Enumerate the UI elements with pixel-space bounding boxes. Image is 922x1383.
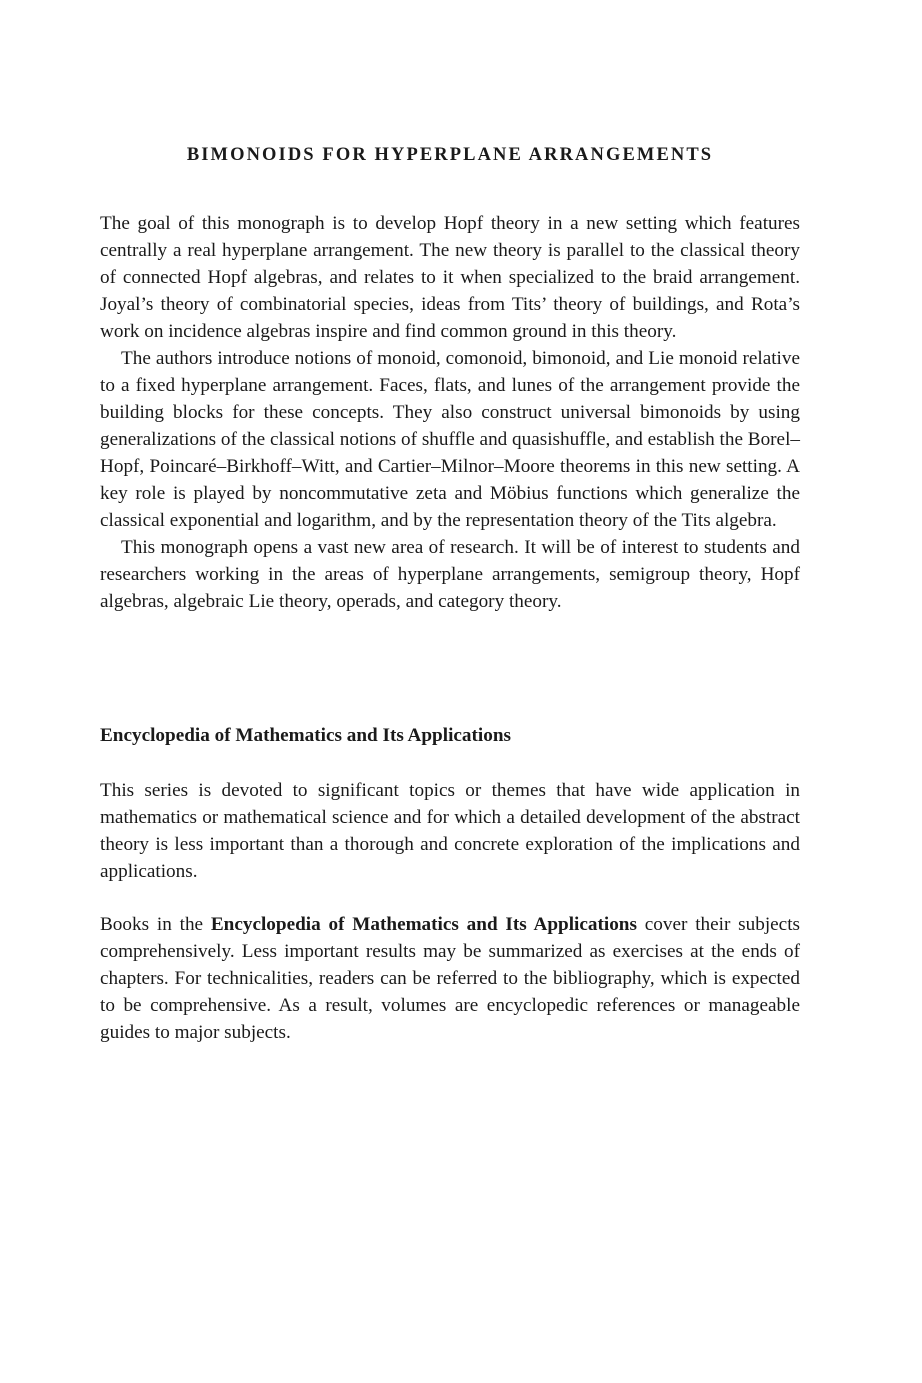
series-description xyxy=(100,777,800,885)
series-description-text: This series is devoted to significant topics or themes that have wide application in mathematics or mathematical science and for which a detailed development of the abstract theory is less important than a thorough and concrete exploration of the implications and applications. xyxy=(100,780,800,882)
series-books-prefix: Books in the xyxy=(100,914,211,935)
series-books xyxy=(100,911,800,1046)
series-books-suffix: cover their subjects comprehensively. Less important results may be summarized as exercises at the ends of chapters. For technicalities, readers can be referred to the bibliography, which is expected to be comprehensive. As a result, volumes are encyclopedic references or manageable guides to major subjects. xyxy=(100,914,800,1043)
series-books-name: Encyclopedia of Mathematics and Its Applications xyxy=(210,914,637,935)
series-heading: Encyclopedia of Mathematics and Its Applications xyxy=(100,725,511,746)
book-title: BIMONOIDS FOR HYPERPLANE ARRANGEMENTS xyxy=(186,145,714,165)
abstract-paragraph-2: The authors introduce notions of monoid, comonoid, bimonoid, and Lie monoid relative to a fixed hyperplane arrangement. Faces, flats, and lunes of the arrangement provide the building blocks for these concepts. They also construct universal bimonoids by using generalizations of the classical notions of shuffle and quasishuffle, and establish the Borel–Hopf, Poincaré–Birkhoff–Witt, and Cartier–Milnor–Moore theorems in this new setting. A key role is played by noncommutative zeta and Möbius functions which generalize the classical exponential and logarithm, and by the representation theory of the Tits algebra. xyxy=(100,348,800,531)
abstract-paragraph-3: This monograph opens a vast new area of research. It will be of interest to students and researchers working in the areas of hyperplane arrangements, semigroup theory, Hopf algebras, algebraic Lie theory, operads, and category theory. xyxy=(100,537,800,612)
series-books-paragraph xyxy=(100,911,800,1046)
abstract-paragraph-1: The goal of this monograph is to develop Hopf theory in a new setting which features centrally a real hyperplane arrangement. The new theory is parallel to the classical theory of connected Hopf algebras, and relates to it when specialized to the braid arrangement. Joyal’s theory of combinatorial species, ideas from Tits’ theory of buildings, and Rota’s work on incidence algebras inspire and find common ground in this theory. xyxy=(100,213,800,342)
abstract xyxy=(100,210,800,615)
